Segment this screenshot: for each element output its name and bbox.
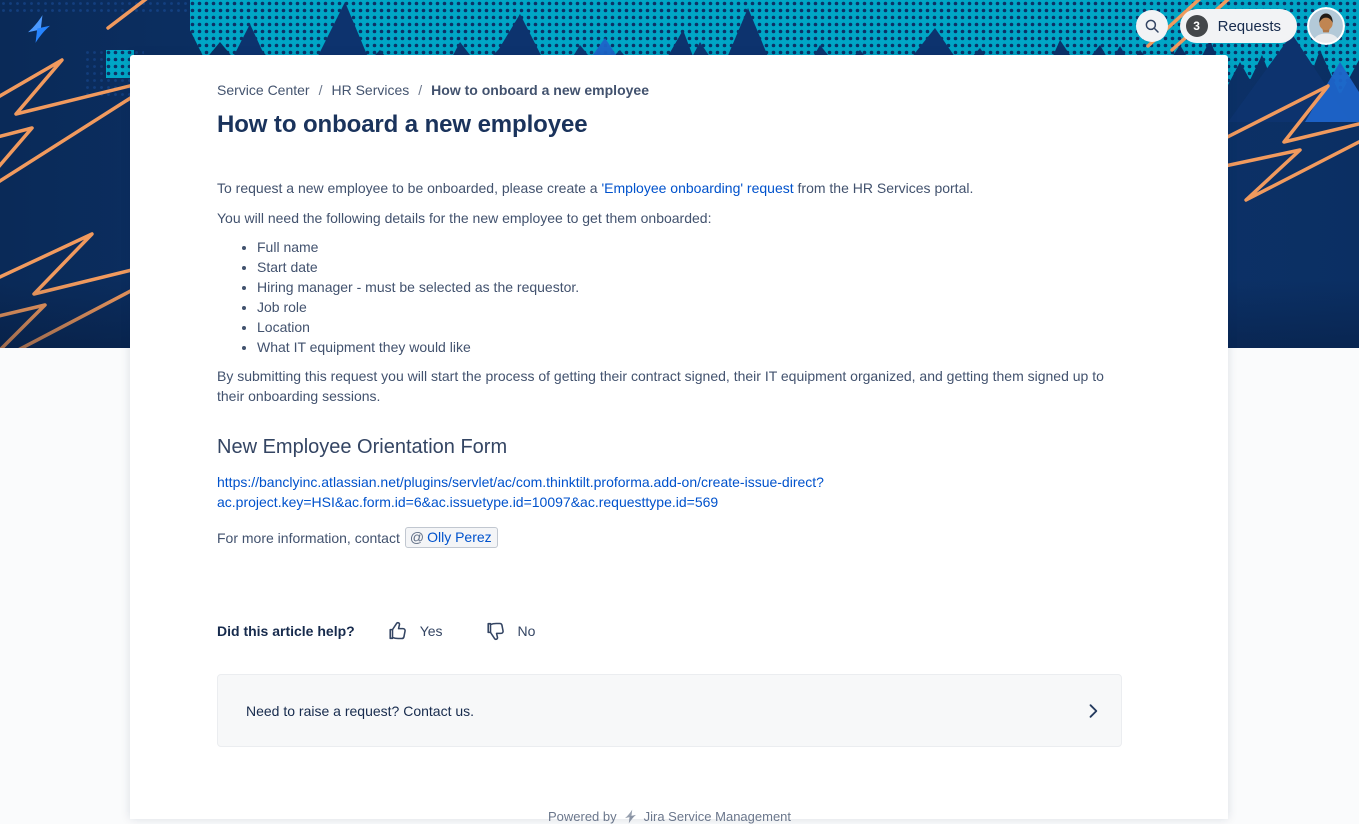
breadcrumb-separator: / — [318, 82, 323, 98]
mention-chip-olly-perez[interactable] — [405, 527, 498, 548]
list-item: • Start date — [257, 257, 1122, 277]
details-intro: You will need the following details for the new employee to get them onboarded: — [217, 210, 712, 226]
thumbs-down-icon — [485, 620, 507, 642]
contact-line — [217, 527, 1122, 548]
form-heading: New Employee Orientation Form — [217, 436, 508, 458]
feedback-no-label: No — [517, 623, 536, 639]
intro-text-before: To request a new employee to be onboarded, please create a — [217, 180, 602, 196]
jsm-product-link[interactable]: Jira Service Management — [643, 809, 792, 824]
jsm-bolt-icon — [623, 809, 638, 824]
submit-note: By submitting this request you will start the process of getting their contract signed, their IT equipment organized, and getting them signed up to their onboarding sessions. — [217, 368, 1104, 404]
list-item: • Job role — [257, 297, 1122, 317]
app-logo-icon[interactable] — [24, 13, 54, 45]
list-item: • What IT equipment they would like — [257, 337, 1122, 357]
form-link-line1: https://banclyinc.atlassian.net/plugins/servlet/ac/com.thinktilt.proforma.add-on/create-issue-direct? — [217, 474, 824, 490]
feedback-yes-label: Yes — [419, 623, 443, 639]
thumbs-up-icon — [387, 620, 409, 642]
user-avatar[interactable] — [1307, 7, 1345, 45]
form-link-paragraph — [217, 472, 1122, 512]
feedback-question: Did this article help? — [217, 623, 355, 639]
orientation-form-link[interactable] — [217, 474, 824, 510]
topbar — [0, 0, 1359, 52]
article-feedback — [217, 620, 1122, 642]
details-list — [217, 237, 1122, 357]
mention-name: Olly Perez — [427, 529, 492, 545]
breadcrumb-separator: / — [418, 82, 423, 98]
breadcrumb — [217, 82, 1122, 98]
form-link-line2: ac.project.key=HSI&ac.form.id=6&ac.issuetype.id=10097&ac.requesttype.id=569 — [217, 494, 719, 510]
raise-request-card[interactable] — [217, 674, 1122, 747]
chevron-right-icon — [1083, 701, 1103, 721]
breadcrumb-hr-services[interactable]: HR Services — [331, 82, 410, 98]
contact-text: For more information, contact — [217, 529, 400, 546]
requests-count-badge: 3 — [1186, 15, 1208, 37]
requests-button[interactable] — [1180, 9, 1297, 43]
article-card — [130, 55, 1228, 824]
powered-by-footer — [217, 809, 1122, 824]
employee-onboarding-request-link[interactable]: 'Employee onboarding' request — [601, 180, 794, 196]
raise-request-text: Need to raise a request? Contact us. — [246, 702, 475, 719]
feedback-yes-button[interactable] — [387, 620, 443, 642]
search-icon — [1143, 17, 1161, 35]
page-title: How to onboard a new employee — [217, 111, 588, 138]
intro-paragraph — [217, 178, 1122, 198]
breadcrumb-service-center[interactable]: Service Center — [217, 82, 310, 98]
list-item: • Full name — [257, 237, 1122, 257]
intro-text-after: from the HR Services portal. — [793, 180, 974, 196]
list-item: • Location — [257, 317, 1122, 337]
list-item: • Hiring manager - must be selected as the requestor. — [257, 277, 1122, 297]
search-button[interactable] — [1136, 10, 1168, 42]
topbar-actions — [1136, 7, 1345, 45]
feedback-no-button[interactable] — [485, 620, 536, 642]
mention-at-symbol: @ — [409, 529, 425, 545]
requests-label: Requests — [1217, 17, 1281, 35]
powered-by-text: Powered by — [547, 809, 617, 824]
breadcrumb-current: How to onboard a new employee — [431, 82, 649, 98]
